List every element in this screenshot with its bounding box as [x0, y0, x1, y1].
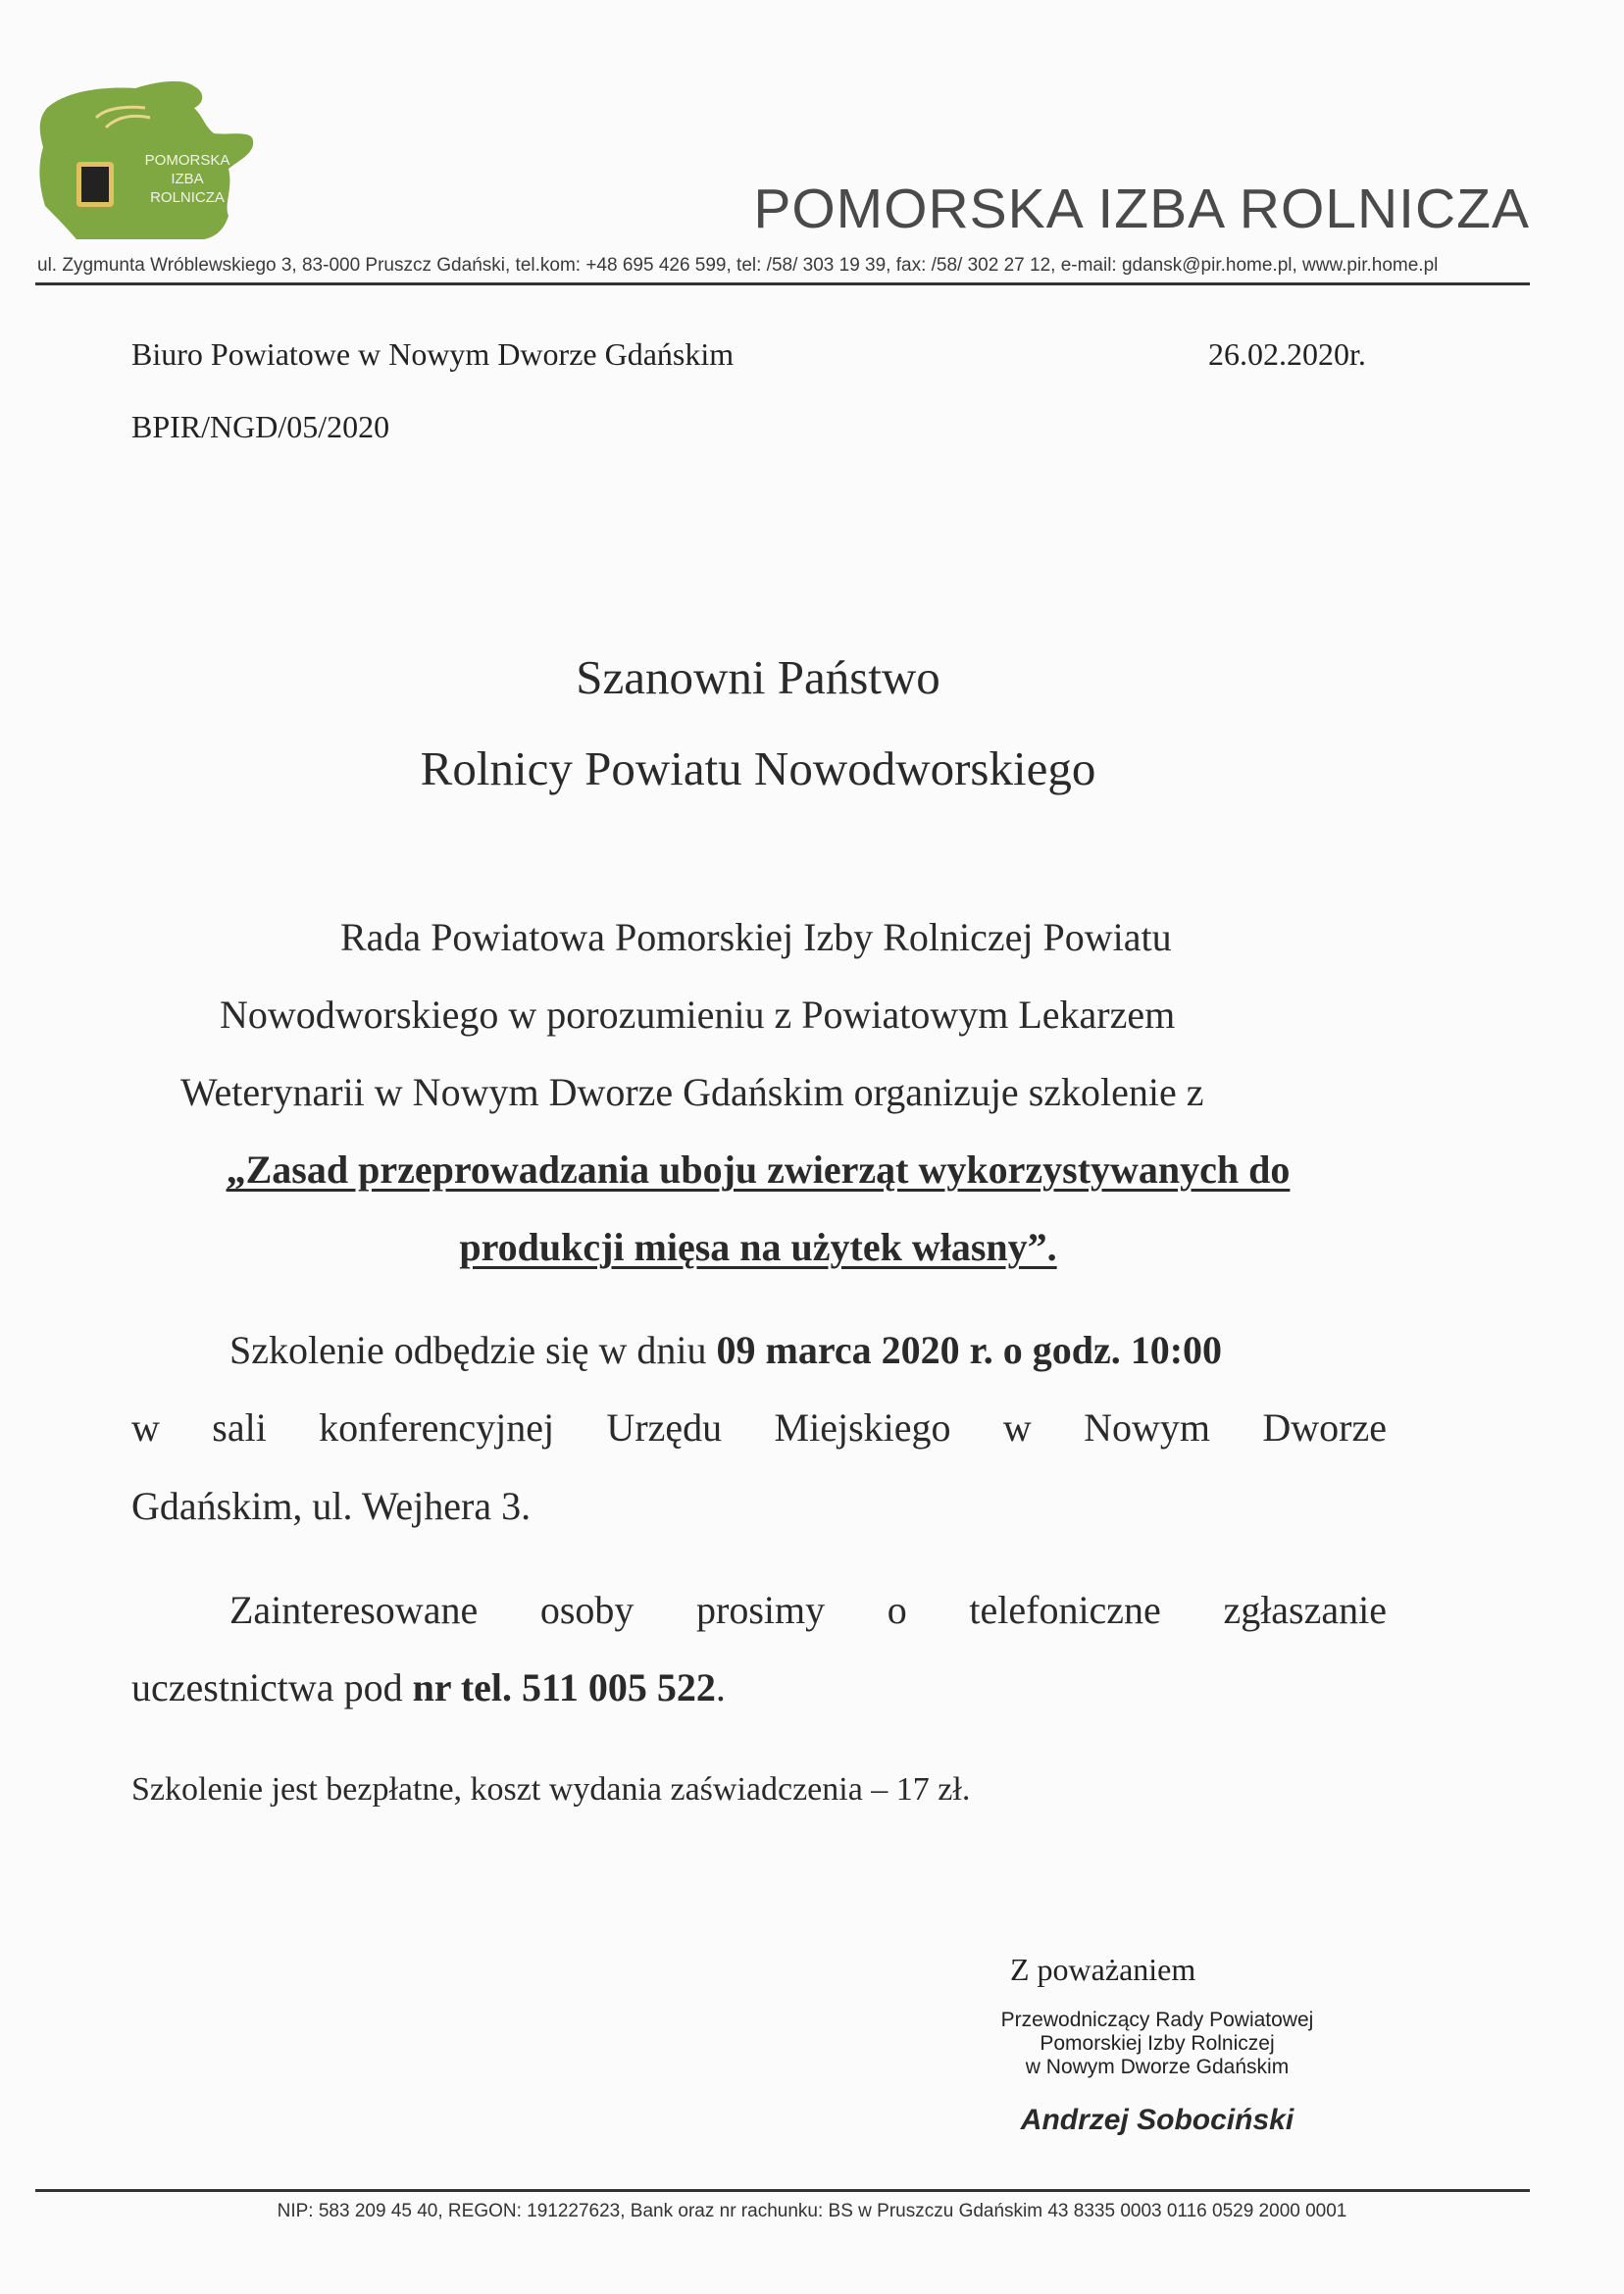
- training-title-line-1: „Zasad przeprowadzania uboju zwierząt wykorzystywanych do: [226, 1147, 1291, 1192]
- organization-name: POMORSKA IZBA ROLNICZA: [753, 178, 1530, 240]
- footer-divider: [35, 2189, 1530, 2192]
- signatory-name: Andrzej Sobociński: [1020, 2104, 1294, 2136]
- role-line: Pomorskiej Izby Rolniczej: [1040, 2032, 1275, 2055]
- body-line: Nowodworskiego w porozumieniu z Powiatowym Lekarzem: [220, 993, 1176, 1037]
- logo-text-line: IZBA: [171, 171, 204, 187]
- body-line: w sali konferencyjnej Urzędu Miejskiego w Nowym Dworze: [131, 1405, 1387, 1450]
- greeting-line-2: Rolnicy Powiatu Nowodworskiego: [420, 741, 1096, 795]
- training-date-line: [229, 1327, 1222, 1373]
- body-line: Gdańskim, ul. Wejhera 3.: [131, 1484, 532, 1528]
- logo-text-line: POMORSKA: [144, 152, 230, 169]
- footer-bank-info: NIP: 583 209 45 40, REGON: 191227623, Bank oraz nr rachunku: BS w Pruszczu Gdańskim 43 8335 0003 0116 0529 2000 0001: [277, 2201, 1347, 2221]
- training-date-time: 09 marca 2020 r. o godz. 10:00: [716, 1328, 1223, 1372]
- office-name: Biuro Powiatowe w Nowym Dworze Gdańskim: [131, 336, 735, 372]
- body-line: Weterynarii w Nowym Dworze Gdańskim organizuje szkolenie z: [180, 1070, 1204, 1114]
- phone-end: .: [715, 1665, 726, 1709]
- logo-text: [124, 151, 251, 207]
- signatory-role: [883, 2009, 1432, 2079]
- date-intro: Szkolenie odbędzie się w dniu: [229, 1328, 717, 1372]
- organization-logo: [37, 78, 258, 240]
- training-title-line-2: produkcji mięsa na użytek własny”.: [459, 1225, 1057, 1269]
- greeting-line-1: Szanowni Państwo: [576, 650, 940, 704]
- body-line: Rada Powiatowa Pomorskiej Izby Rolniczej Powiatu: [340, 915, 1172, 959]
- body-line: Zainteresowane osoby prosimy o telefoniczne zgłaszanie: [229, 1588, 1387, 1632]
- role-line: Przewodniczący Rady Powiatowej: [1000, 2009, 1314, 2031]
- reference-number: BPIR/NGD/05/2020: [131, 409, 390, 444]
- phone-line: [131, 1664, 726, 1710]
- fee-note: Szkolenie jest bezpłatne, koszt wydania zaświadczenia – 17 zł.: [131, 1771, 971, 1808]
- phone-number: nr tel. 511 005 522: [412, 1665, 716, 1709]
- logo-text-line: ROLNICZA: [150, 189, 225, 206]
- closing-salutation: Z poważaniem: [1010, 1952, 1196, 1987]
- phone-intro: uczestnictwa pod: [131, 1665, 413, 1709]
- letter-date: 26.02.2020r.: [1208, 336, 1366, 372]
- role-line: w Nowym Dworze Gdańskim: [1025, 2056, 1290, 2078]
- header-divider: [35, 282, 1530, 285]
- organization-address: ul. Zygmunta Wróblewskiego 3, 83-000 Pruszcz Gdański, tel.kom: +48 695 426 599, tel: /58/ 303 19 39, fax: /58/ 302 27 12, e-mail: gdansk@pir.home.pl, www.pir.home.pl: [37, 255, 1439, 276]
